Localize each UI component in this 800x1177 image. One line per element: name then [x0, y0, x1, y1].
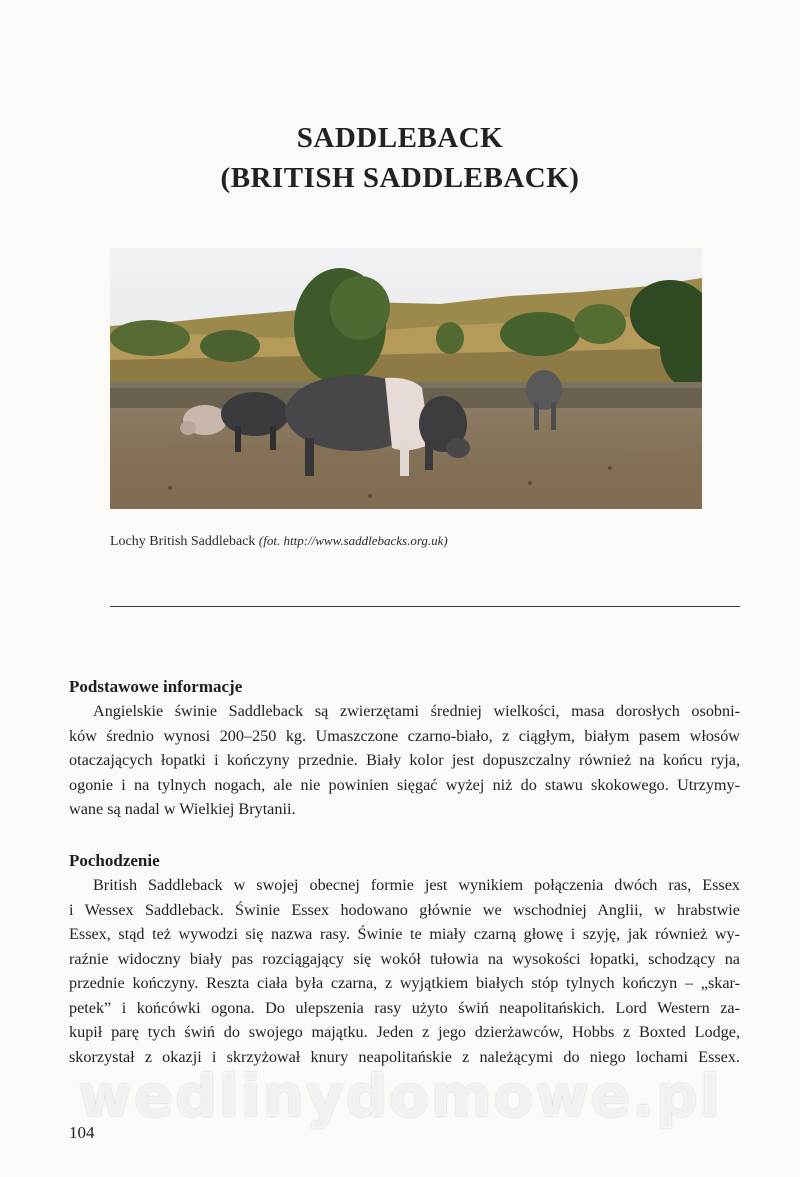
paragraph-origin [69, 873, 740, 1069]
watermark: wedlinydomowe.pl [78, 1062, 722, 1130]
text-line: kupił parę tych świń do swojego majątku. Jeden z jego dzierżawców, Hobbs z Boxted Lodge, [69, 1023, 740, 1041]
text-line: British Saddleback w swojej obecnej formie jest wynikiem połączenia dwóch ras, Essex [93, 876, 740, 894]
page-number: 104 [69, 1123, 95, 1142]
text-line: i Wessex Saddleback. Świnie Essex hodowano głównie we wschodniej Anglii, w hrabstwie [69, 900, 740, 919]
photo-caption [110, 533, 448, 550]
section-heading-origin: Pochodzenie [69, 851, 160, 870]
text-line: wane są nadal w Wielkiej Brytanii. [69, 800, 296, 818]
caption-text: Lochy British Saddleback [110, 534, 259, 549]
title-line-1: SADDLEBACK [296, 122, 504, 154]
text-line: przednie kończyny. Reszta ciała była czarna, z wyjątkiem białych stóp tylnych kończyn – „skar- [69, 974, 740, 992]
text-line: Angielskie świnie Saddleback są zwierzętami średniej wielkości, masa dorosłych osobni- [93, 702, 740, 720]
text-line: ków średnio wynosi 200–250 kg. Umaszczone czarno-biało, z ciągłym, białym pasem włosów [69, 726, 740, 745]
title-line-2: (BRITISH SADDLEBACK) [220, 162, 580, 194]
text-line: skorzystał z okazji i skrzyżował knury neapolitańskie z należącymi do niego lochami Essex. [69, 1047, 740, 1066]
caption-citation: (fot. http://www.saddlebacks.org.uk) [258, 533, 448, 548]
page-title [0, 118, 800, 198]
text-line: petek” i końcówki ogona. Do ulepszenia rasy użyto świń neapolitańskich. Lord Western za- [69, 998, 740, 1017]
text-line: Essex, stąd też wywodzi się nazwa rasy. Świnie te miały czarną głowę i szyję, jak również wy- [69, 925, 740, 943]
paragraph-basic-info [69, 699, 740, 822]
section-heading-basic-info: Podstawowe informacje [69, 677, 243, 696]
text-line: raźnie widoczny biały pas rozciągający się wokół tułowia na wysokości łopatki, schodzący na [69, 949, 740, 968]
pigs-photo [110, 248, 702, 509]
text-line: ogonie i na tylnych nogach, ale nie powinien sięgać wyżej niż do stawu skokowego. Utrzymy- [69, 775, 740, 794]
text-line: otaczających łopatki i kończyny przednie. Biały kolor jest dopuszczalny również na końcu ryja, [69, 751, 740, 769]
section-divider [110, 606, 740, 607]
